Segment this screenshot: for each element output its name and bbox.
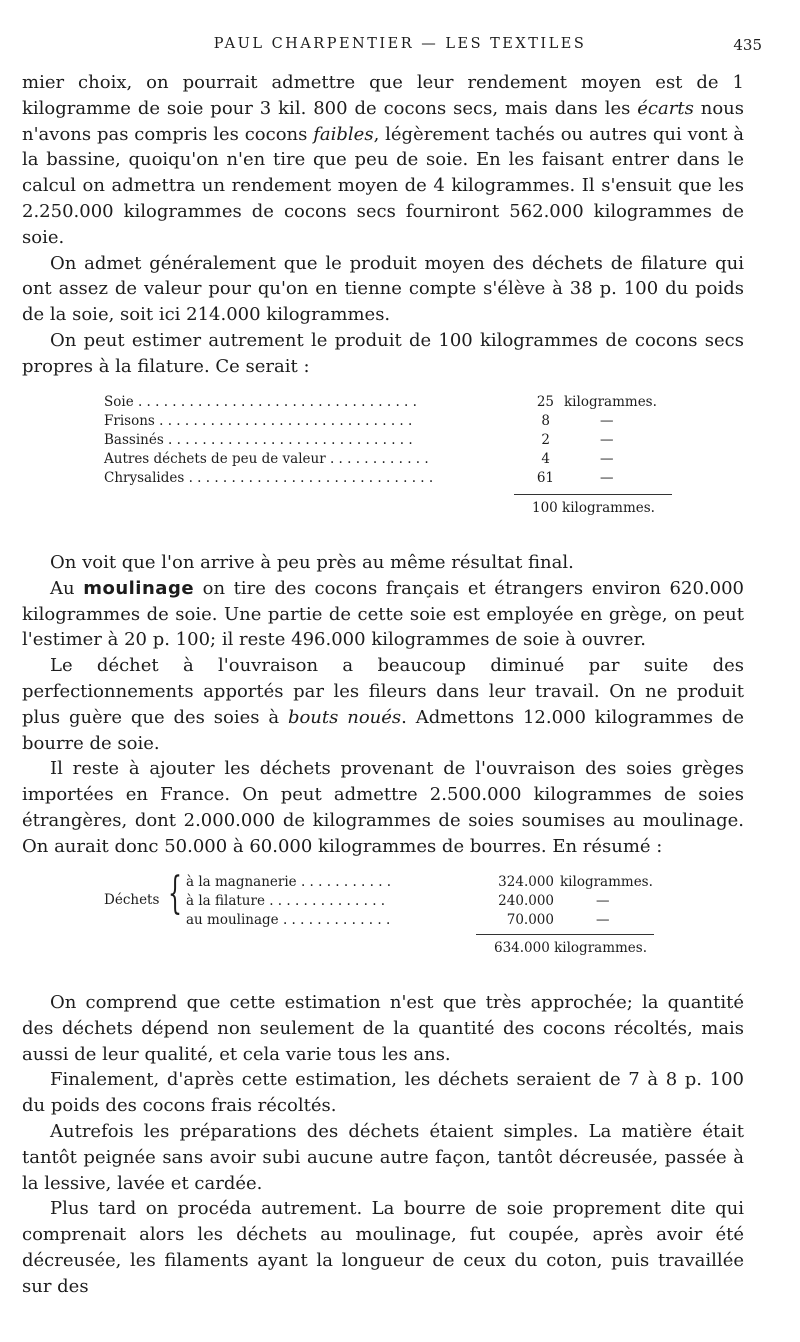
row-unit: kilogrammes. (564, 394, 657, 410)
row-unit: — (600, 470, 614, 486)
row-label: Bassinés . . . . . . . . . . . . . . . . . . . . . . . . . . . . . (104, 432, 413, 448)
row-unit: — (600, 451, 614, 467)
row-value: 61 (536, 470, 554, 486)
row-unit: kilogrammes. (560, 874, 653, 890)
row-label: Autres déchets de peu de valeur . . . . . . . . . . . . (104, 451, 429, 467)
waste-summary-table (104, 868, 664, 964)
row-label: Soie . . . . . . . . . . . . . . . . . . . . . . . . . . . . . . . . . (104, 394, 417, 410)
page-number: 435 (733, 36, 762, 54)
row-unit: — (600, 413, 614, 429)
brace-glyph: { (168, 868, 182, 919)
running-header (0, 36, 800, 60)
row-value: 8 (541, 413, 550, 429)
paragraph: Le déchet à l'ouvraison a beaucoup diminué par suite des perfectionnements apportés par les fileurs dans leur travail. On ne produit plus guère que des soies à bouts noués. Admettons 12.000 kilogrammes de bourre de soie. (22, 655, 744, 754)
row-value: 25 (536, 394, 554, 410)
row-value: 240.000 (498, 893, 554, 909)
paragraph: Au moulinage on tire des cocons français et étrangers environ 620.000 kilogrammes de soie. Une partie de cette soie est employée en grège, on peut l'estimer à 20 p. 100; il reste 496.000 kilogrammes de soie à ouvrer. (22, 577, 744, 651)
header-title: PAUL CHARPENTIER — LES TEXTILES (213, 36, 587, 52)
text-block-bottom (22, 990, 744, 1300)
paragraph: On comprend que cette estimation n'est que très approchée; la quantité des déchets dépend non seulement de la quantité des cocons récoltés, mais aussi de leur qualité, et cela varie tous les ans. (22, 992, 744, 1065)
row-label: à la filature . . . . . . . . . . . . . . (186, 893, 386, 909)
total-rule (514, 494, 672, 495)
paragraph: Autrefois les préparations des déchets étaient simples. La matière était tantôt peignée sans avoir subi aucune autre façon, tantôt décreusée, passée à la lessive, lavée et cardée. (22, 1120, 744, 1194)
row-unit: — (596, 912, 610, 928)
paragraph: On peut estimer autrement le produit de 100 kilogrammes de cocons secs propres à la filature. Ce serait : (22, 329, 744, 377)
row-value: 324.000 (498, 874, 554, 890)
total-value: 634.000 kilogrammes. (494, 940, 648, 956)
total-rule (476, 934, 654, 935)
total-value: 100 kilogrammes. (532, 500, 655, 516)
yield-table (104, 394, 664, 524)
paragraph: Finalement, d'après cette estimation, les déchets seraient de 7 à 8 p. 100 du poids des cocons frais récoltés. (22, 1069, 744, 1117)
row-label: au moulinage . . . . . . . . . . . . . (186, 912, 391, 928)
row-value: 2 (541, 432, 550, 448)
text-block-top (22, 70, 744, 380)
table-total (532, 500, 655, 520)
text-block-middle (22, 550, 744, 860)
group-label: Déchets (104, 892, 160, 908)
row-unit: — (596, 893, 610, 909)
table-total (494, 940, 647, 960)
row-label: à la magnanerie . . . . . . . . . . . (186, 874, 392, 890)
paragraph: Il reste à ajouter les déchets provenant de l'ouvraison des soies grèges importées en France. On peut admettre 2.500.000 kilogrammes de soies étrangères, dont 2.000.000 de kilogrammes de soies soumises au moulinage. On aurait donc 50.000 à 60.000 kilogrammes de bourres. En résumé : (22, 758, 744, 857)
paragraph: mier choix, on pourrait admettre que leur rendement moyen est de 1 kilogramme de soie pour 3 kil. 800 de cocons secs, mais dans les écarts nous n'avons pas compris les cocons faibles, légèrement tachés ou autres qui vont à la bassine, quoiqu'on n'en tire que peu de soie. En les faisant entrer dans le calcul on admettra un rendement moyen de 4 kilogrammes. Il s'ensuit que les 2.250.000 kilogrammes de cocons secs fourniront 562.000 kilogrammes de soie. (22, 72, 745, 248)
row-label: Frisons . . . . . . . . . . . . . . . . . . . . . . . . . . . . . . (104, 413, 413, 429)
row-label: Chrysalides . . . . . . . . . . . . . . . . . . . . . . . . . . . . . (104, 470, 434, 486)
section-keyword: moulinage (83, 577, 195, 599)
row-value: 70.000 (506, 912, 554, 928)
paragraph: On voit que l'on arrive à peu près au même résultat final. (50, 552, 574, 573)
paragraph: On admet généralement que le produit moyen des déchets de filature qui ont assez de valeur pour qu'on en tienne compte s'élève à 38 p. 100 du poids de la soie, soit ici 214.000 kilogrammes. (22, 252, 744, 326)
row-unit: — (600, 432, 614, 448)
paragraph: Plus tard on procéda autrement. La bourre de soie proprement dite qui comprenait alors les déchets au moulinage, fut coupée, après avoir été décreusée, les filaments ayant la longueur de ceux du coton, puis travaillée sur des (22, 1198, 744, 1297)
row-value: 4 (541, 451, 550, 467)
